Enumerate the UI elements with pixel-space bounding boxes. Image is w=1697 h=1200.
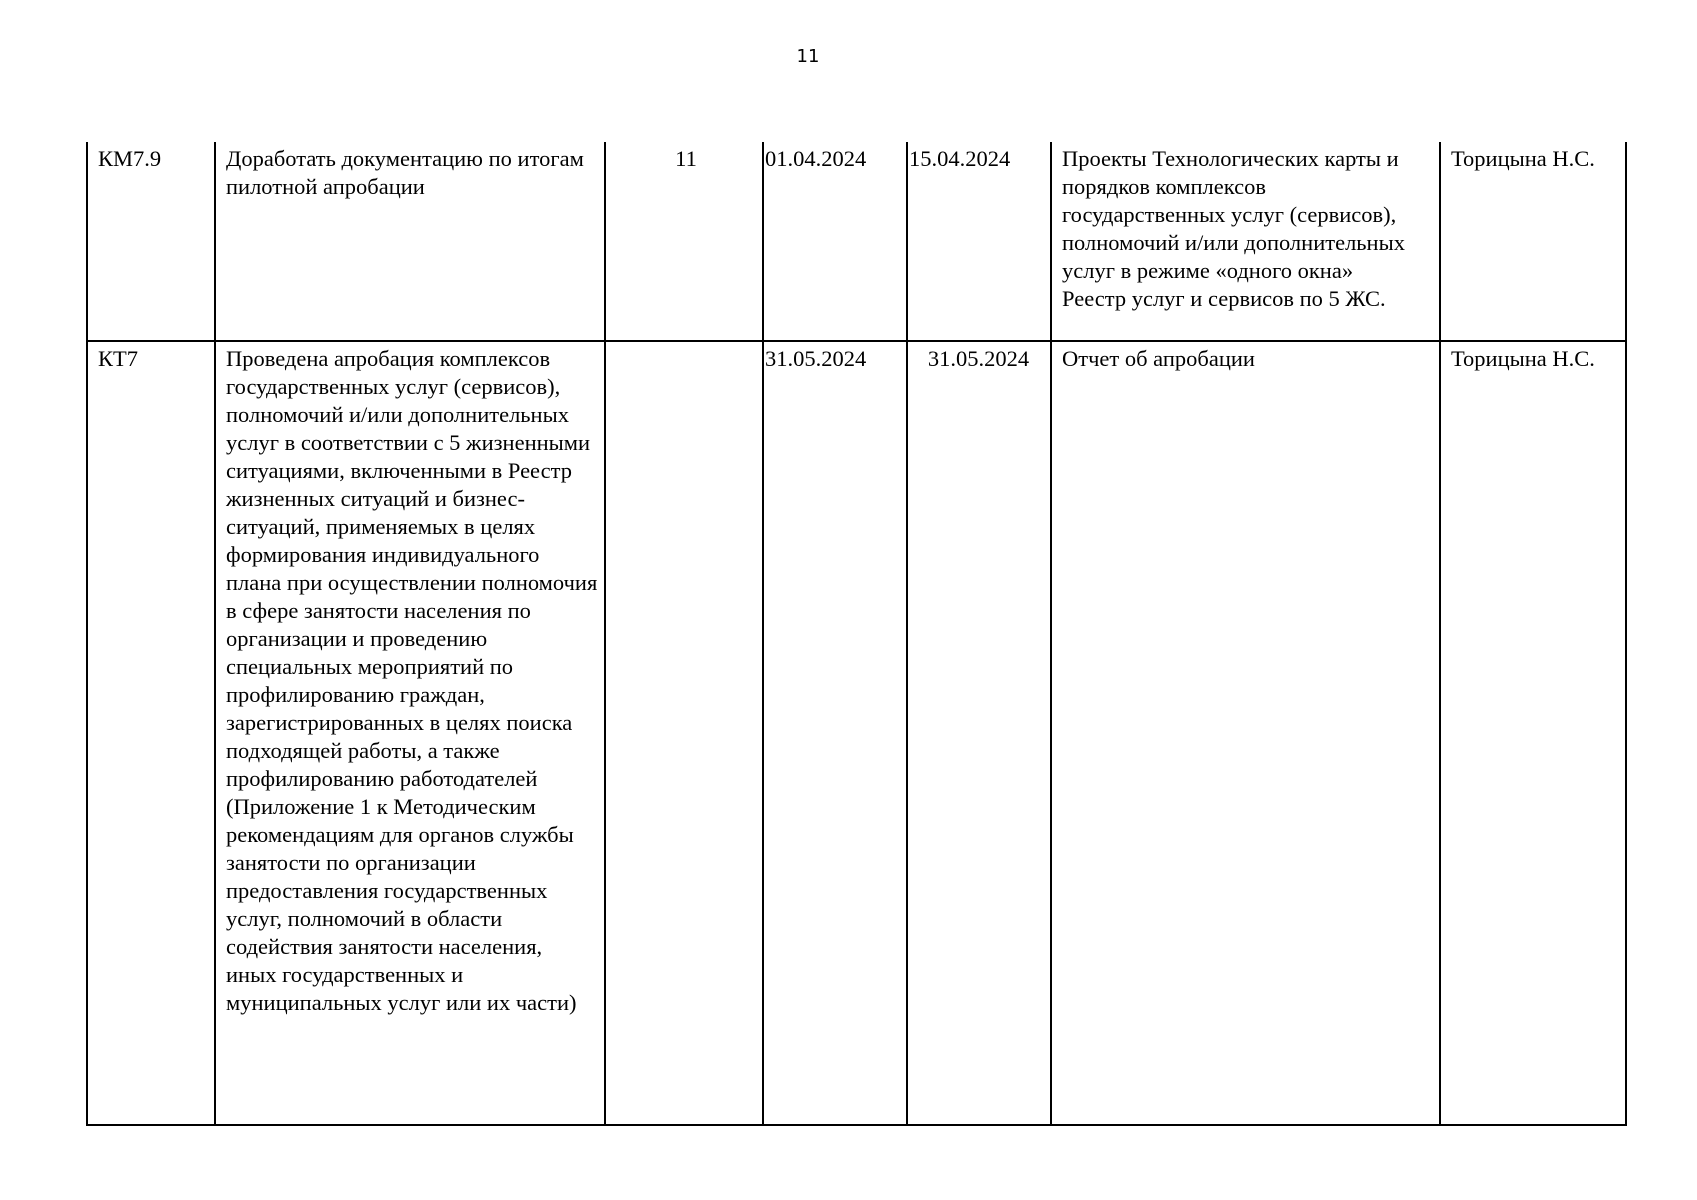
row-title: Проведена апробация комплексов государственных услуг (сервисов), полномочий и/или дополнительных услуг в соответствии с 5 жизненными ситуациями, включенными в Реестр жизненных ситуаций и бизнес-ситуаций, применяемых в целях формирования индивидуального плана при осуществлении полномочия в сфере занятости населения по организации и проведению специальных мероприятий по профилированию граждан, зарегистрированных в целях поиска подходящей работы, а также профилированию работодателей (Приложение 1 к Методическим рекомендациям для органов службы занятости по организации предоставления государственных услуг, полномочий в области содействия занятости населения, иных государственных и муниципальных услуг или их части): [215, 341, 605, 1125]
page-number: 11: [796, 46, 820, 67]
row-end-date: 15.04.2024: [907, 142, 1051, 341]
row-duration: 11: [605, 142, 763, 341]
plan-table: [86, 142, 1627, 1126]
row-responsible: Торицына Н.С.: [1440, 341, 1626, 1125]
row-code: КМ7.9: [87, 142, 215, 341]
row-start-date: 01.04.2024: [763, 142, 907, 341]
row-end-date: 31.05.2024: [907, 341, 1051, 1125]
row-title: Доработать документацию по итогам пилотной апробации: [215, 142, 605, 341]
row-responsible: Торицына Н.С.: [1440, 142, 1626, 341]
row-start-date: 31.05.2024: [763, 341, 907, 1125]
row-result: Отчет об апробации: [1051, 341, 1440, 1125]
table-row: [87, 341, 1626, 1125]
row-duration: [605, 341, 763, 1125]
row-code: КТ7: [87, 341, 215, 1125]
table-row: [87, 142, 1626, 341]
row-result: Проекты Технологических карты и порядков комплексов государственных услуг (сервисов), полномочий и/или дополнительных услуг в режиме «одного окна» Реестр услуг и сервисов по 5 ЖС.: [1051, 142, 1440, 341]
